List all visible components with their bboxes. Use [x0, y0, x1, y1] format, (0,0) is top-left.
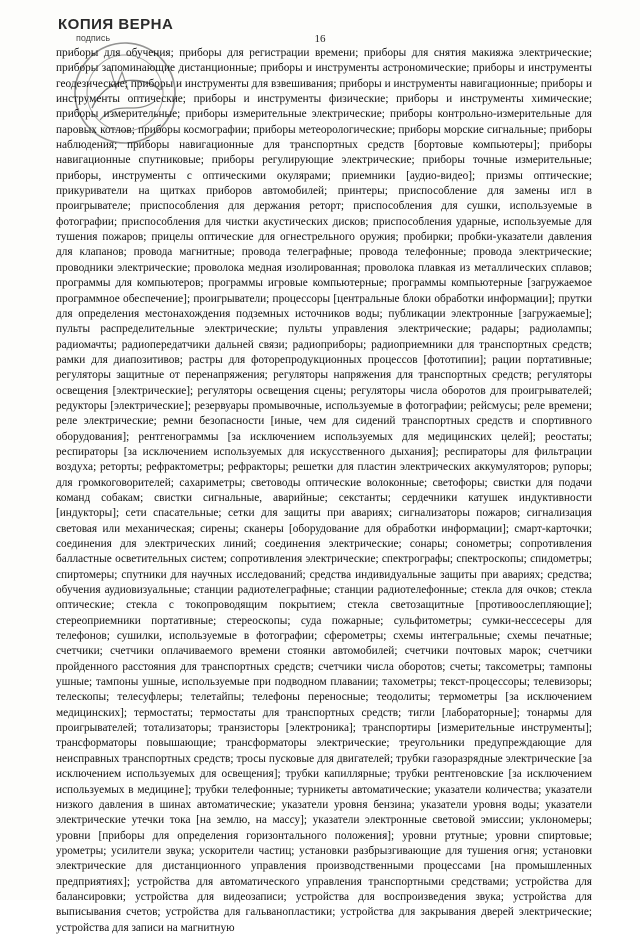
page-number: 16: [314, 33, 326, 45]
goods-list-paragraph: [56, 46, 592, 934]
certified-copy-stamp: КОПИЯ ВЕРНА: [58, 16, 174, 33]
stamp-signature-label: подпись: [76, 33, 111, 43]
paragraph-text: приборы для обучения; приборы для регистрации времени; приборы для снятия макияжа электрические; приборы запоминающие дистанционные; приборы и инструменты астрономические; приборы и инструменты геодезические; приборы и инструменты для взвешивания; приборы и инструменты навигационные; приборы и инструменты оптические; приборы и инструменты физические; приборы и инструменты химические; приборы измерительные; приборы измерительные электрические; приборы контрольно-измерительные для паровых котлов; приборы космографии; приборы метеорологические; приборы морские сигнальные; приборы наблюдения; приборы навигационные для транспортных средств [бортовые компьютеры]; приборы навигационные спутниковые; приборы регулирующие электрические; приборы точные измерительные; приборы, инструменты с оптическими окулярами; приемники [аудио-видео]; призмы оптические; прикуриватели на щитках приборов автомобилей; принтеры; приспособление для замены игл в проигрывателе; приспособления для держания реторт; приспособления для сушки, используемые в фотографии; приспособления для чистки акустических дисков; приспособления ударные, используемые для тушения пожаров; прицелы оптические для огнестрельного оружия; пробирки; пробки-указатели давления для клапанов; провода магнитные; провода телеграфные; провода телефонные; провода электрические; проводники электрические; проволока медная изолированная; проволока плавкая из металлических сплавов; программы для компьютеров; программы игровые компьютерные; программы компьютерные [загружаемое программное обеспечение]; проигрыватели; процессоры [центральные блоки обработки информации]; прутки для определения местонахождения подземных источников воды; публикации электронные [загружаемые]; пульты распределительные электрические; пульты управления электрические; радары; радиолампы; радиомачты; радиопередатчики дальней связи; радиоприборы; радиоприемники для транспортных средств; рамки для диапозитивов; растры для фоторепродукционных процессов [фототипии]; рации портативные; регуляторы защитные от перенапряжения; регуляторы напряжения для транспортных средств; регуляторы освещения [электрические]; регуляторы освещения сцены; регуляторы числа оборотов для проигрывателей; редукторы [электрические]; резервуары промывочные, используемые в фотографии; рейсмусы; реле времени; реле электрические; ремни безопасности [иные, чем для сидений транспортных средств и спортивного оборудования]; рентгенограммы [за исключением используемых для медицинских целей]; реостаты; респираторы [за исключением используемых для искусственного дыхания]; респираторы для фильтрации воздуха; реторты; рефрактометры; рефракторы; решетки для пластин электрических аккумуляторов; рупоры; для громкоговорителей; сахариметры; световоды оптические волоконные; светофоры; свистки для подачи команд собакам; свистки сигнальные, аварийные; секстанты; сердечники катушек индуктивности [индукторы]; сети спасательные; сетки для защиты при авариях; сигнализаторы пожаров; сигнализация световая или механическая; сирены; сканеры [оборудование для обработки информации]; смарт-карточки; соединения для электрических линий; соединения электрические; сонары; сонометры; сопротивления балластные осветительных систем; сопротивления электрические; спектрографы; спектроскопы; спидометры; спиртомеры; спутники для научных исследований; средства индивидуальные защиты при авариях; средства; обучения аудиовизуальные; станции радиотелеграфные; станции радиотелефонные; стекла для очков; стекла оптические; стекла с токопроводящим покрытием; стекла светозащитные [противоослепляющие]; стереоприемники портативные; стереоскопы; суда пожарные; сульфитометры; сумки-нессесеры для телефонов; сушилки, используемые в фотографии; сферометры; схемы интегральные; схемы печатные; счетчики; счетчики оплачиваемого времени стоянки автомобилей; счетчики почтовых марок; счетчики пройденного расстояния для транспортных средств; счетчики числа оборотов; счеты; таксометры; тампоны ушные; тампоны ушные, используемые при подводном плавании; тахометры; текст-процессоры; телевизоры; телескопы; телесуфлеры; телетайпы; телефоны переносные; теодолиты; термометры [за исключением медицинских]; термостаты; термостаты для транспортных средств; тигли [лабораторные]; тонармы для проигрывателей; тотализаторы; транзисторы [электроника]; транспортиры [измерительные инструменты]; трансформаторы повышающие; трансформаторы электрические; треугольники предупреждающие для неисправных транспортных средств; тросы пусковые для двигателей; трубки газоразрядные электрические [за исключением используемых для освещения]; трубки капиллярные; трубки рентгеновские [за исключением используемых в медицине]; трубки телефонные; турникеты автоматические; указатели количества; указатели низкого давления в шинах автоматические; указатели уровня бензина; указатели уровня воды; указатели электрические утечки тока [на землю, на массу]; указатели электронные световой эмиссии; уклономеры; уровни [приборы для определения горизонтального положения]; уровни ртутные; уровни спиртовые; урометры; усилители звука; ускорители частиц; установки разбрызгивающие для тушения огня; установки электрические для дистанционного управления производственными процессами [на промышленных предприятиях]; устройства для автоматического управления транспортными средствами; устройства для балансировки; устройства для видеозаписи; устройства для воспроизведения звука; устройства для выписывания счетов; устройства для гальванопластики; устройства для закрывания дверей электрические; устройства для записи на магнитную: [56, 47, 592, 934]
